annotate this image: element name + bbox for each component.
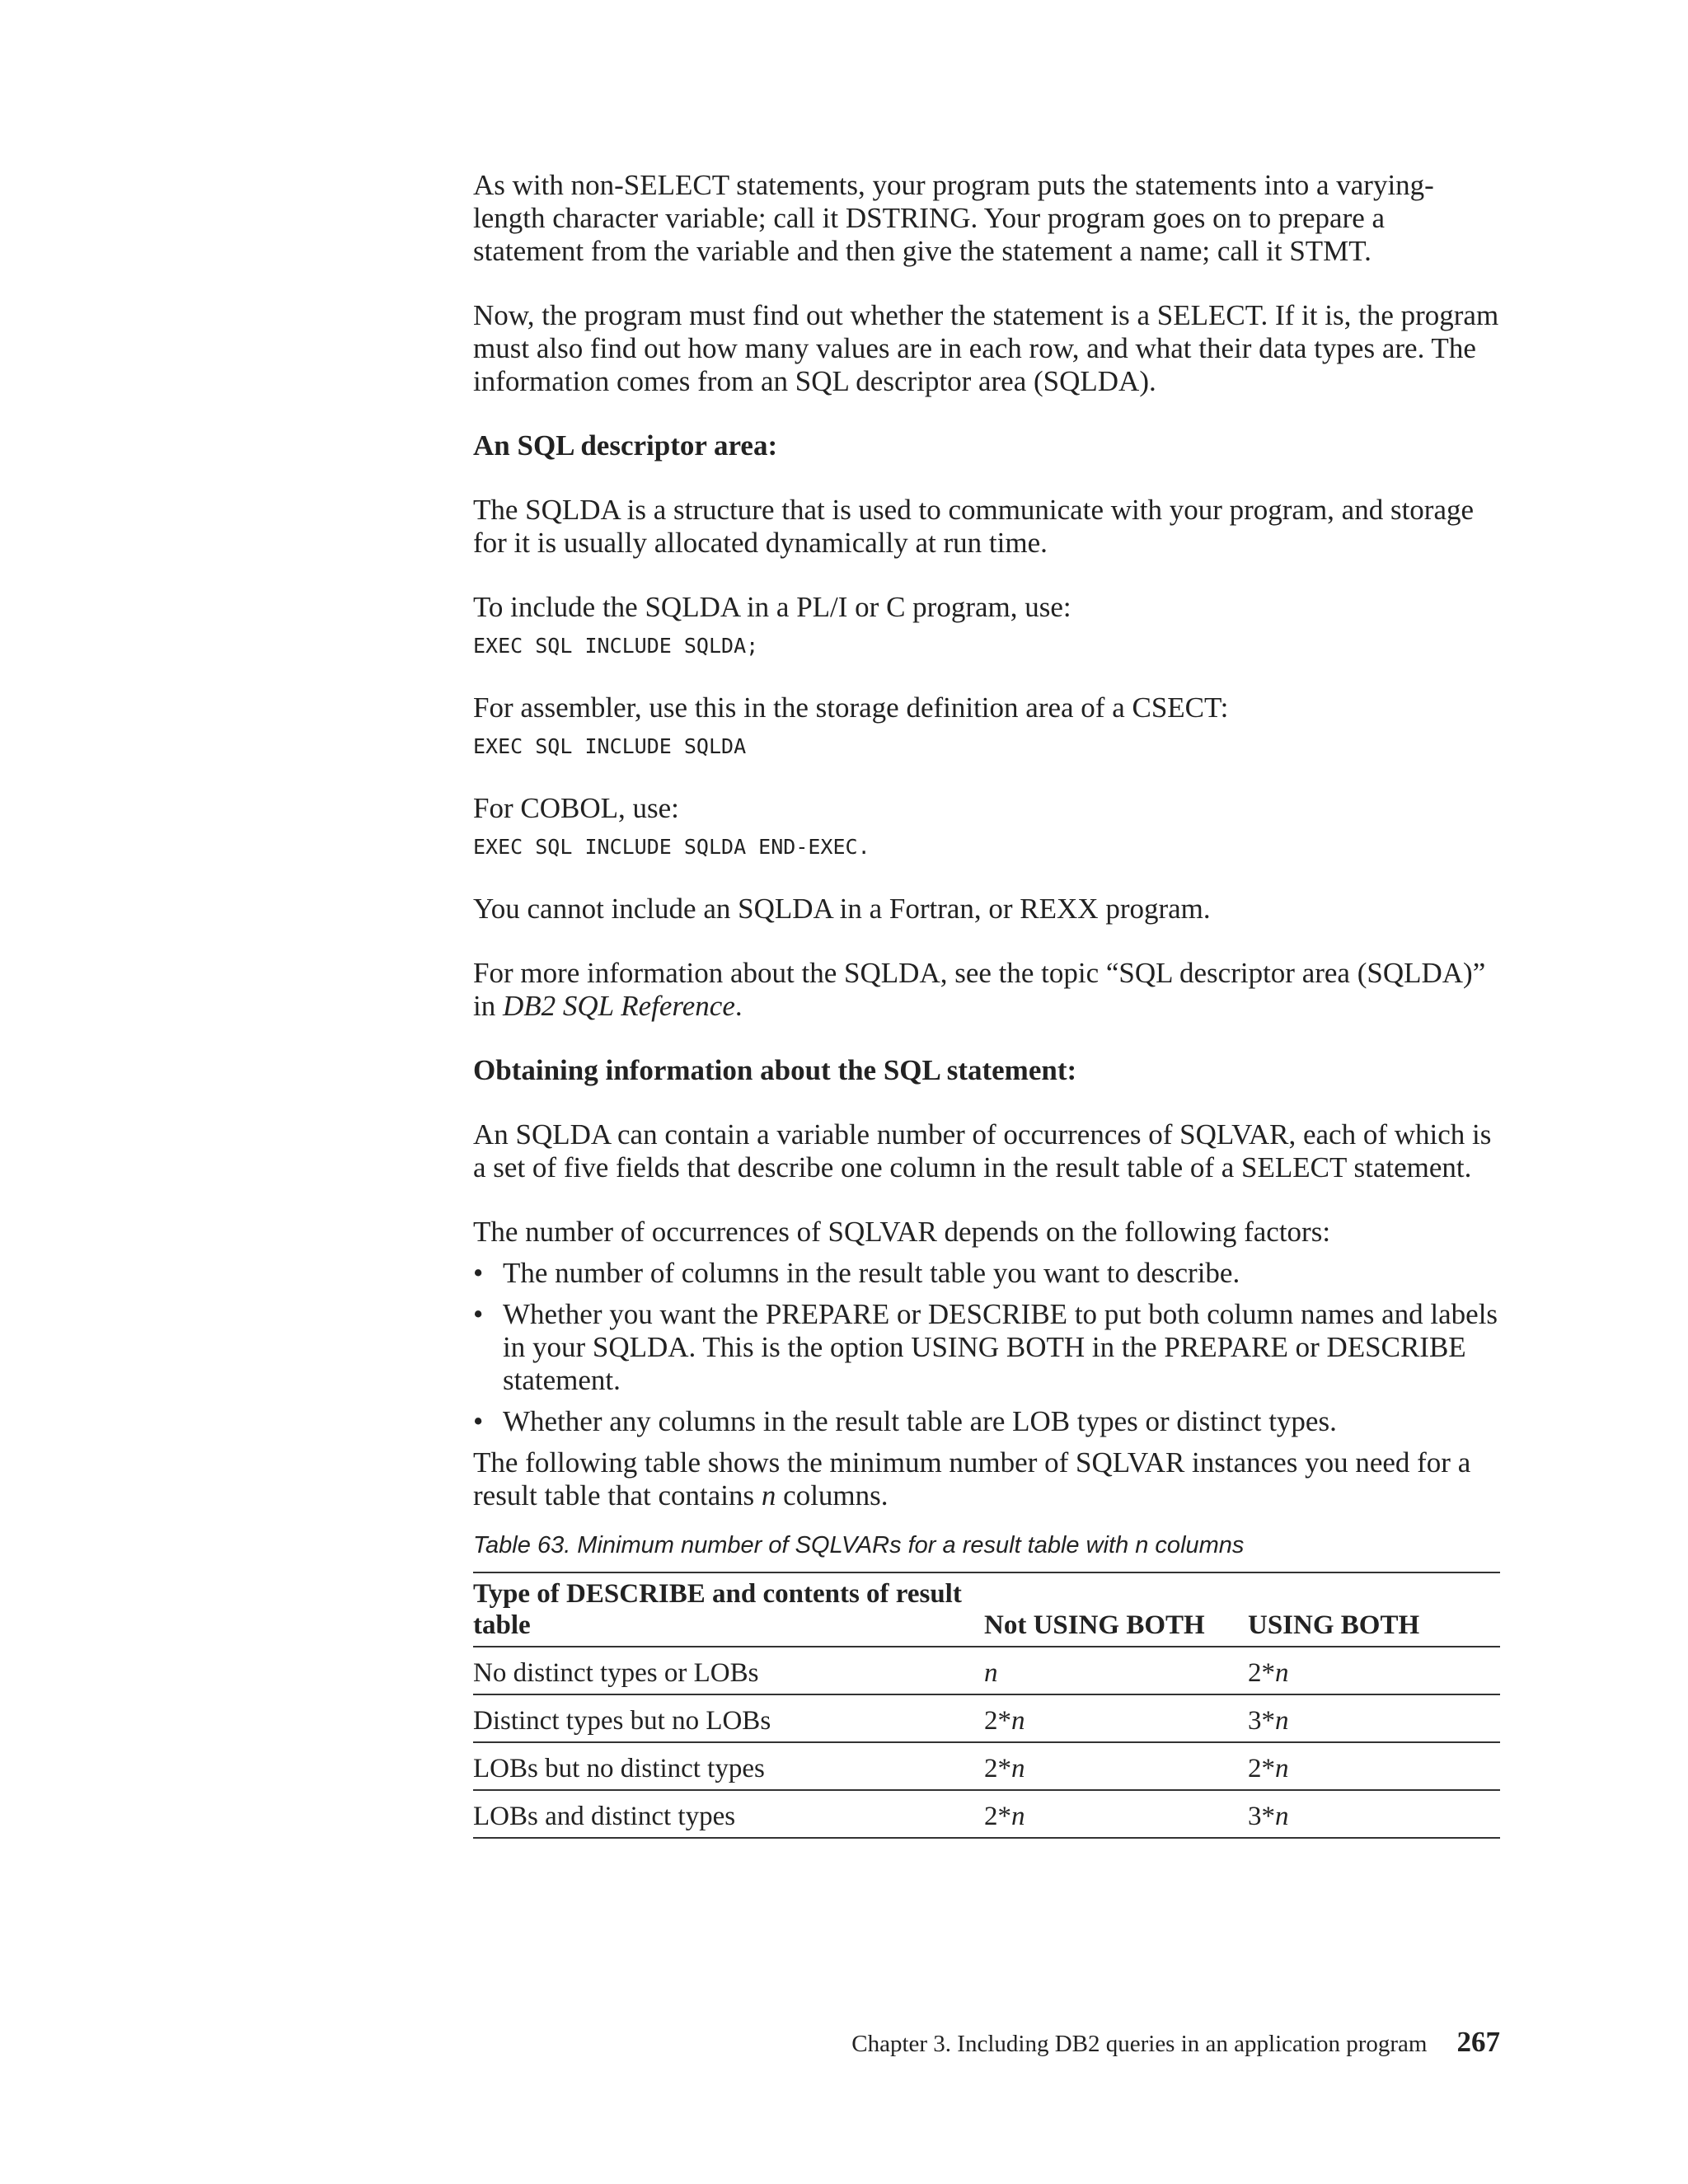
page-footer [473,2026,1500,2060]
variable-n: n [761,1479,776,1511]
heading-obtaining-information: Obtaining information about the SQL statement: [473,1054,1077,1086]
cell-not-using-both [984,1694,1248,1742]
page-content [473,169,1500,1839]
paragraph-sqlvar-occurrences: An SQLDA can contain a variable number of occurrences of SQLVAR, each of which is a set of five fields that describe one column in the result table of a SELECT statement. [473,1118,1492,1183]
paragraph-table-intro [473,1446,1500,1512]
list-item [473,1298,1500,1397]
table-intro-text: The following table shows the minimum number of SQLVAR instances you need for a result table that contains [473,1446,1471,1511]
paragraph-more-info [473,957,1500,1023]
code-cobol: EXEC SQL INCLUDE SQLDA END-EXEC. [473,835,870,859]
paragraph-cobol: For COBOL, use: [473,792,679,824]
list-item-text: Whether any columns in the result table are LOB types or distinct types. [503,1405,1337,1437]
footer-chapter-title: Chapter 3. Including DB2 queries in an application program [851,2031,1428,2057]
header-using-both: USING BOTH [1248,1572,1500,1647]
paragraph-dstring: As with non-SELECT statements, your program puts the statements into a varying-length character variable; call it DSTRING. Your program goes on to prepare a statement from the variable and then give the statement a name; call it STMT. [473,169,1434,267]
code-assembler: EXEC SQL INCLUDE SQLDA [473,734,747,758]
cell-prefix: 2* [984,1706,1011,1736]
table-intro-end: columns. [776,1479,889,1511]
table-row [473,1647,1500,1694]
cell-variable: n [1275,1754,1289,1783]
cell-variable: n [1011,1706,1025,1736]
table-header-row [473,1572,1500,1647]
paragraph-sqlda-structure: The SQLDA is a structure that is used to communicate with your program, and storage for it is usually allocated dynamically at run time. [473,494,1475,559]
bullet-mark: • [473,1298,484,1330]
cell-prefix: 3* [1248,1706,1275,1736]
table-caption: Table 63. Minimum number of SQLVARs for a result table with n columns [473,1532,1245,1558]
cell-using-both [1248,1790,1500,1838]
cell-using-both [1248,1742,1500,1790]
cell-prefix: 3* [1248,1802,1275,1831]
cell-not-using-both [984,1790,1248,1838]
cell-prefix: 2* [984,1754,1011,1783]
cell-variable: n [1275,1802,1289,1831]
sqlvar-table [473,1572,1500,1839]
cell-variable: n [1275,1658,1289,1688]
reference-title: DB2 SQL Reference [502,990,735,1022]
cell-type: LOBs and distinct types [473,1790,984,1838]
header-not-using-both: Not USING BOTH [984,1572,1248,1647]
list-item-text: Whether you want the PREPARE or DESCRIBE to put both column names and labels in your SQLDA. This is the option USING BOTH in the PREPARE or DESCRIBE statement. [503,1298,1498,1396]
more-info-end: . [734,990,743,1022]
cell-using-both [1248,1694,1500,1742]
paragraph-select-check: Now, the program must find out whether the statement is a SELECT. If it is, the program must also find out how many values are in each row, and what their data types are. The information comes from an SQL descriptor area (SQLDA). [473,299,1499,397]
cell-not-using-both [984,1647,1248,1694]
bullet-mark: • [473,1405,484,1437]
cell-using-both [1248,1647,1500,1694]
table-row [473,1790,1500,1838]
heading-sql-descriptor-area: An SQL descriptor area: [473,429,778,462]
cell-type: LOBs but no distinct types [473,1742,984,1790]
paragraph-fortran-rexx: You cannot include an SQLDA in a Fortran, or REXX program. [473,893,1211,925]
cell-variable: n [1011,1802,1025,1831]
list-item [473,1405,1500,1438]
cell-not-using-both [984,1742,1248,1790]
cell-type: Distinct types but no LOBs [473,1694,984,1742]
more-info-text: For more information about the SQLDA, see the topic “SQL descriptor area (SQLDA)” in [473,957,1486,1022]
paragraph-factors-intro: The number of occurrences of SQLVAR depends on the following factors: [473,1216,1331,1248]
cell-type: No distinct types or LOBs [473,1647,984,1694]
factors-list [473,1257,1500,1438]
list-item [473,1257,1500,1290]
cell-variable: n [1275,1706,1289,1736]
cell-variable: n [984,1658,998,1688]
table-row [473,1694,1500,1742]
cell-prefix: 2* [1248,1754,1275,1783]
header-describe-type: Type of DESCRIBE and contents of result table [473,1572,984,1647]
list-item-text: The number of columns in the result table you want to describe. [503,1257,1240,1289]
paragraph-assembler: For assembler, use this in the storage definition area of a CSECT: [473,691,1229,724]
cell-prefix: 2* [984,1802,1011,1831]
cell-prefix: 2* [1248,1658,1275,1688]
table-row [473,1742,1500,1790]
paragraph-pli-c: To include the SQLDA in a PL/I or C program, use: [473,591,1071,623]
cell-variable: n [1011,1754,1025,1783]
bullet-mark: • [473,1257,484,1289]
code-pli-c: EXEC SQL INCLUDE SQLDA; [473,634,759,658]
page-number: 267 [1456,2026,1500,2058]
